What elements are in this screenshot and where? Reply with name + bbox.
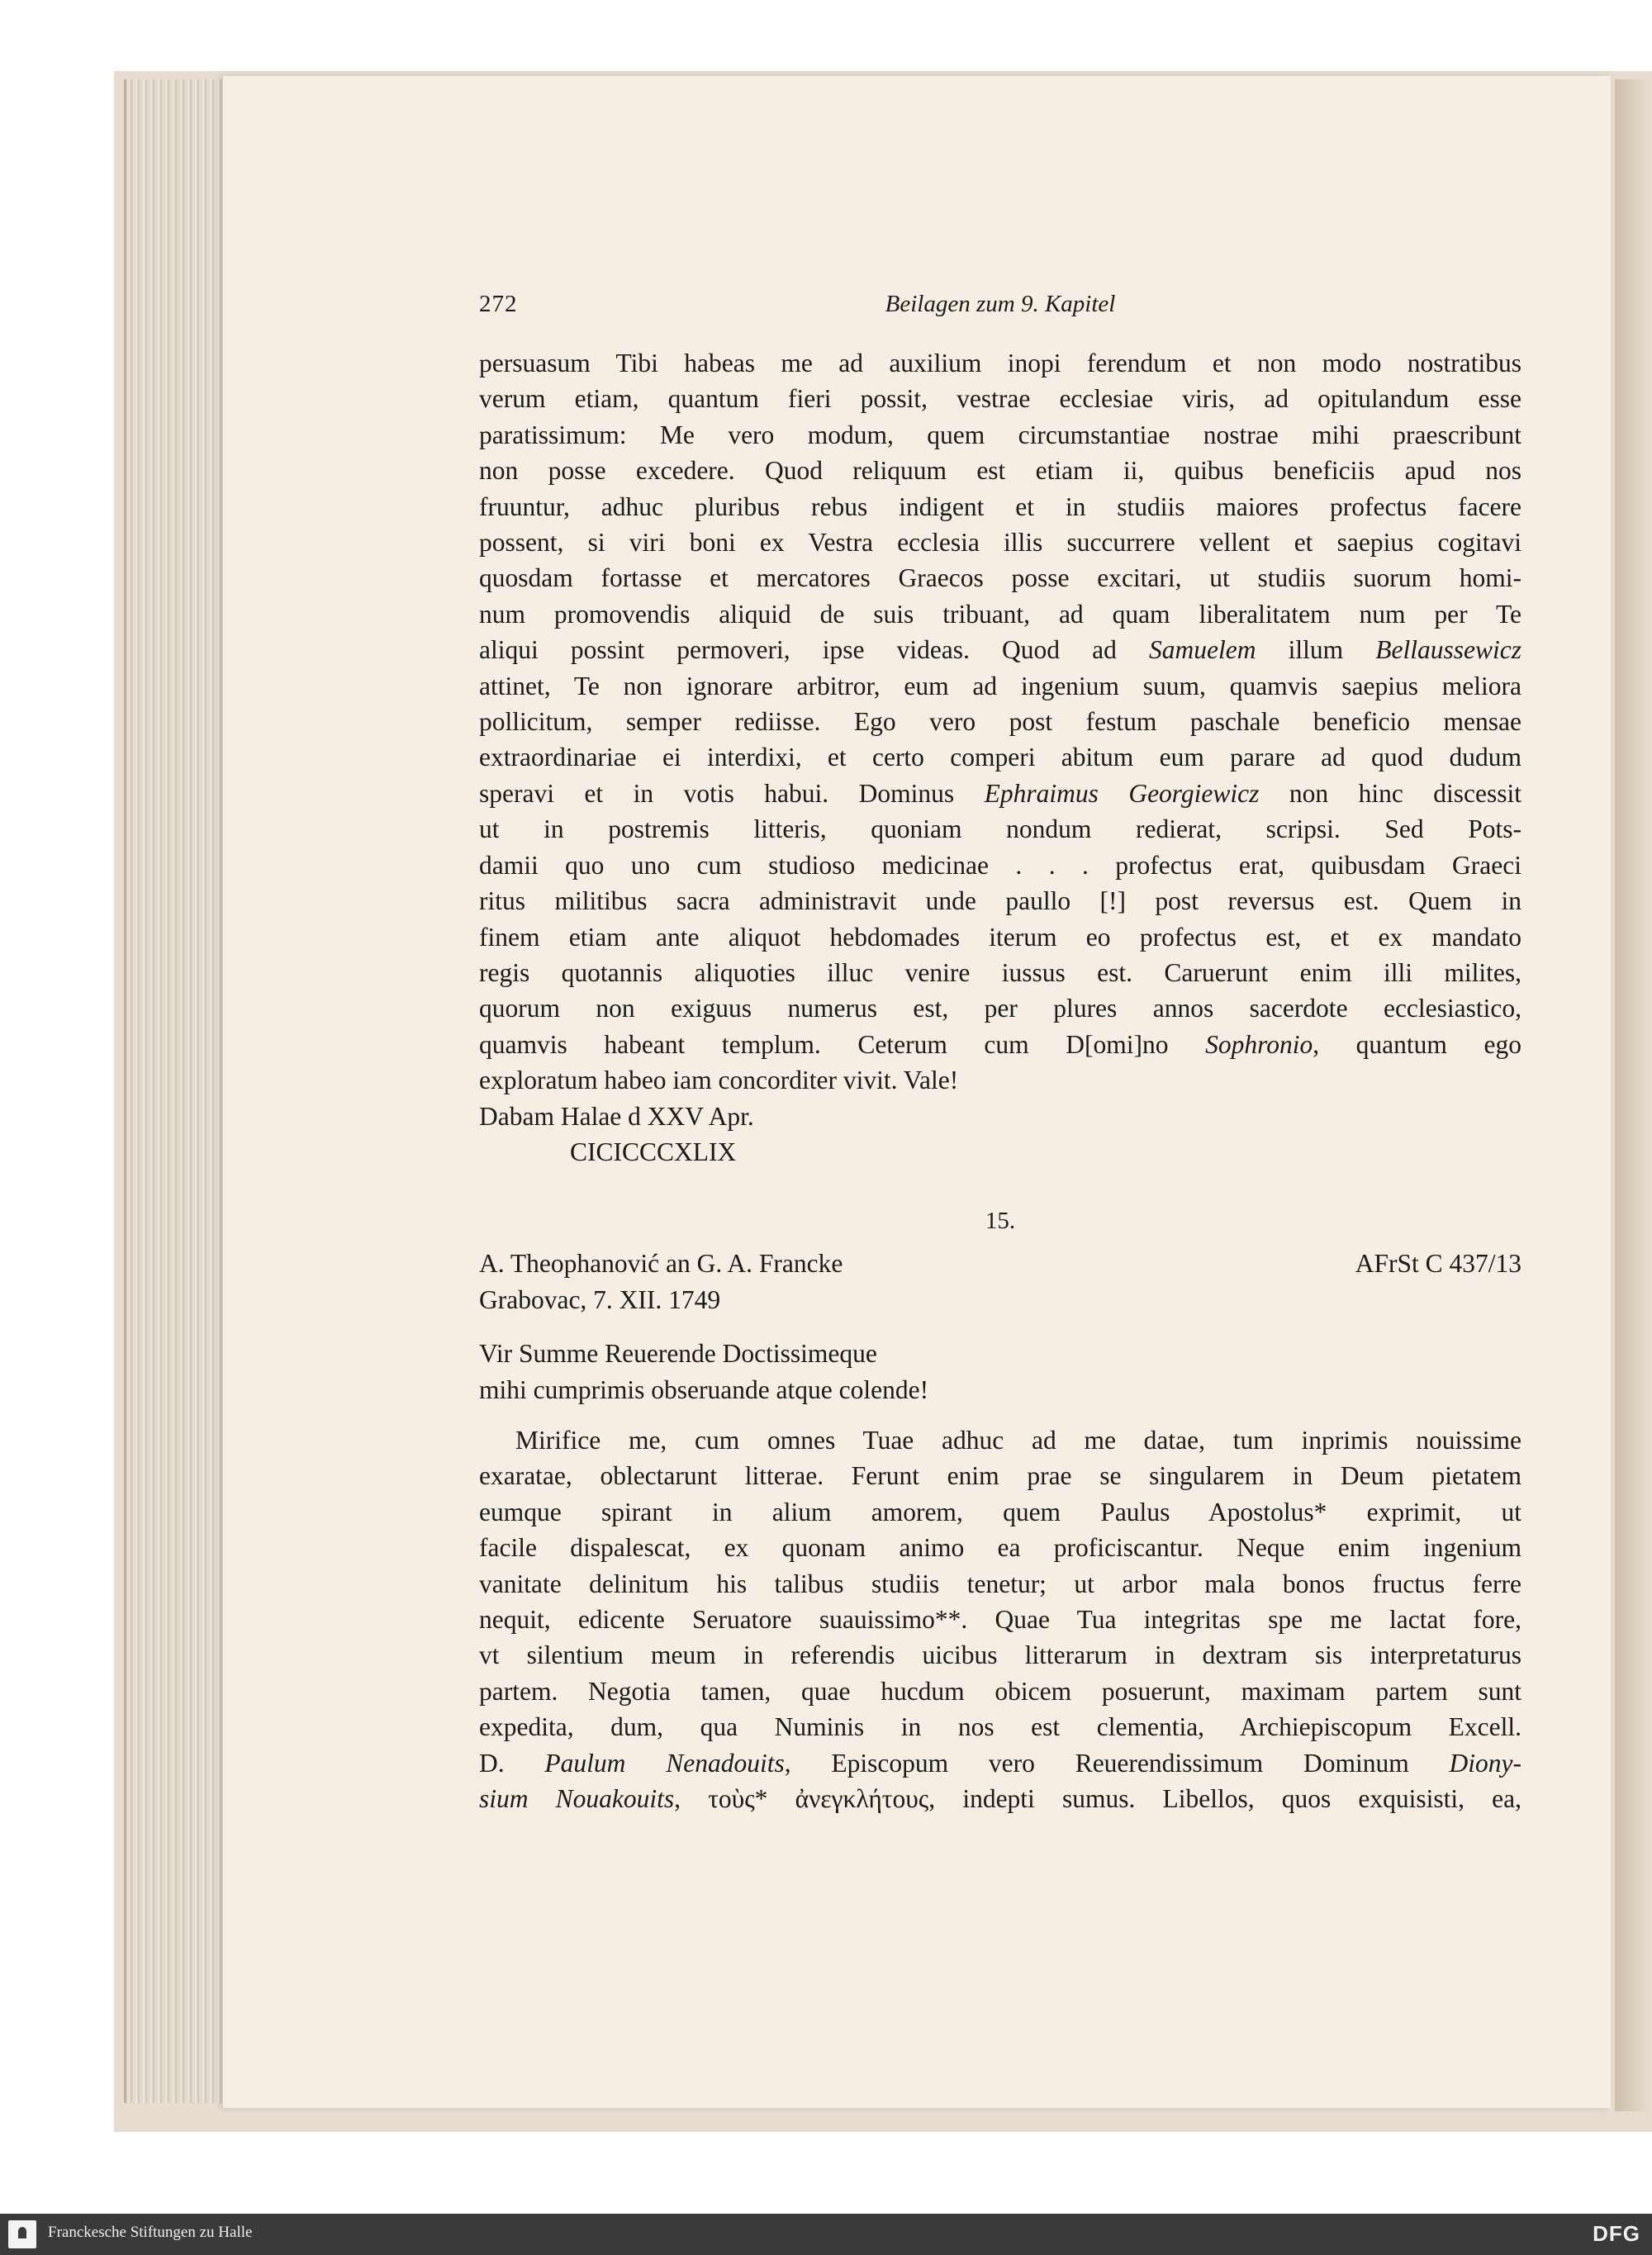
person-name-ephraimus: Ephraimus Georgiewicz — [984, 778, 1260, 808]
text-segment: non hinc discessit — [1259, 778, 1522, 808]
text-line: num promovendis aliquid de suis tribuant, ad quam liberalitatem num per Te — [479, 599, 1521, 629]
sender-recipient: A. Theophanović an G. A. Francke — [479, 1249, 843, 1279]
text-line: eumque spirant in alium amorem, quem Paulus Apostolus* exprimit, ut — [479, 1497, 1521, 1526]
person-name-samuelem: Samuelem — [1149, 635, 1256, 665]
text-line: fruuntur, adhuc pluribus rebus indigent et in studiis maiores profectus facere — [479, 491, 1521, 521]
text-segment: speravi et in votis habui. Dominus — [479, 778, 985, 808]
text-segment: , quantum ego — [1313, 1029, 1522, 1059]
running-title: Beilagen zum 9. Kapitel — [885, 291, 1116, 317]
text-line — [479, 776, 1521, 811]
person-name-dionysium: sium Nouakouits — [479, 1784, 675, 1814]
text-line — [479, 1027, 1521, 1062]
page-text-block — [479, 291, 1521, 1816]
text-line: facile dispalescat, ex quonam animo ea proficiscantur. Neque enim ingenium — [479, 1533, 1521, 1563]
text-segment: D. — [479, 1748, 545, 1778]
continuation-paragraph — [479, 345, 1521, 1099]
text-segment: illum — [1256, 635, 1376, 665]
text-line: nequit, edicente Seruatore suauissimo**. Quae Tua integritas spe me lactat fore, — [479, 1605, 1521, 1634]
letter-body — [479, 1422, 1521, 1816]
text-line: possent, si viri boni ex Vestra ecclesia illis succurrere vellent et saepius cogitavi — [479, 528, 1521, 558]
text-line: attinet, Te non ignorare arbitror, eum ad ingenium suum, quamvis saepius meliora — [479, 671, 1521, 700]
page-number: 272 — [479, 291, 518, 317]
text-line: Mirifice me, cum omnes Tuae adhuc ad me datae, tum inprimis nouissime — [515, 1425, 1521, 1455]
text-line: vt silentium meum in referendis uicibus litterarum in dextram sis interpretaturus — [479, 1640, 1521, 1670]
text-line: regis quotannis aliquoties illuc venire iussus est. Caruerunt enim illi milites, — [479, 957, 1521, 987]
document-number: 15. — [985, 1208, 1016, 1235]
text-segment: aliqui possint permoveri, ipse videas. Quod ad — [479, 635, 1150, 665]
text-line: damii quo uno cum studioso medicinae . . . profectus erat, quibusdam Graeci — [479, 850, 1521, 880]
text-line: verum etiam, quantum fieri possit, vestrae ecclesiae viris, ad opitulandum esse — [479, 384, 1521, 414]
person-name-sophronio: Sophronio — [1205, 1029, 1313, 1059]
text-line: partem. Negotia tamen, quae hucdum obicem posuerunt, maximam partem sunt — [479, 1676, 1521, 1706]
letter-year: CICICCCXLIX — [570, 1137, 737, 1166]
text-line: ut in postremis litteris, quoniam nondum redierat, scripsi. Sed Pots- — [479, 814, 1521, 844]
institution-name: Franckesche Stiftungen zu Halle — [48, 2224, 253, 2241]
text-line: pollicitum, semper rediisse. Ego vero post festum paschale beneficio mensae — [479, 707, 1521, 737]
page-edges — [124, 79, 234, 2103]
text-line: quosdam fortasse et mercatores Graecos posse excitari, ut studiis suorum homi- — [479, 563, 1521, 593]
next-page-edge — [1615, 79, 1652, 2111]
person-name-bellaussewicz: Bellaussewicz — [1375, 635, 1521, 665]
person-name-dionysium: Diony- — [1449, 1748, 1521, 1778]
salutation — [479, 1336, 1521, 1408]
running-head — [479, 291, 1521, 332]
text-line: non posse excedere. Quod reliquum est etiam ii, quibus beneficiis apud nos — [479, 456, 1521, 486]
viewer-footer — [0, 2214, 1652, 2255]
text-line — [479, 632, 1521, 667]
salutation-line: Vir Summe Reuerende Doctissimeque — [479, 1339, 877, 1369]
text-line: exploratum habeo iam concorditer vivit. Vale! — [479, 1066, 959, 1095]
text-line: vanitate delinitum his talibus studiis tenetur; ut arbor mala bonos fructus ferre — [479, 1569, 1521, 1598]
funder-logo: DFG — [1593, 2221, 1640, 2246]
text-line: paratissimum: Me vero modum, quem circumstantiae nostrae mihi praescribunt — [479, 420, 1521, 449]
archive-reference: AFrSt C 437/13 — [1355, 1249, 1521, 1279]
text-segment: , indepti sumus. Libellos, quos exquisisti, ea, — [928, 1784, 1522, 1814]
text-line — [479, 1781, 1521, 1816]
text-line: extraordinariae ei interdixi, et certo comperi abitum eum parare ad quod dudum — [479, 743, 1521, 772]
text-segment: quamvis habeant templum. Ceterum cum D[omi]no — [479, 1029, 1206, 1059]
document-heading — [479, 1246, 1521, 1281]
letter-dateline: Dabam Halae d XXV Apr. — [479, 1101, 754, 1131]
salutation-line: mihi cumprimis obseruande atque colende! — [479, 1374, 929, 1404]
text-line: ritus militibus sacra administravit unde paullo [!] post reversus est. Quem in — [479, 886, 1521, 916]
text-segment: , Episcopum vero Reuerendissimum Dominum — [784, 1748, 1450, 1778]
place-date: Grabovac, 7. XII. 1749 — [479, 1284, 721, 1314]
text-line: finem etiam ante aliquot hebdomades iterum eo profectus est, et ex mandato — [479, 922, 1521, 952]
text-line: persuasum Tibi habeas me ad auxilium inopi ferendum et non modo nostratibus — [479, 349, 1521, 377]
text-line: expedita, dum, qua Numinis in nos est clementia, Archiepiscopum Excell. — [479, 1712, 1521, 1742]
text-line — [479, 1745, 1521, 1781]
institution-logo-icon — [8, 2220, 36, 2248]
person-name-paulum: Paulum Nenadouits — [544, 1748, 785, 1778]
greek-phrase: , τοὺς* ἀνεγκλήτους — [674, 1784, 929, 1814]
text-line: exaratae, oblectarunt litterae. Ferunt enim prae se singularem in Deum pietatem — [479, 1461, 1521, 1491]
text-line: quorum non exiguus numerus est, per plures annos sacerdote ecclesiastico, — [479, 994, 1521, 1023]
